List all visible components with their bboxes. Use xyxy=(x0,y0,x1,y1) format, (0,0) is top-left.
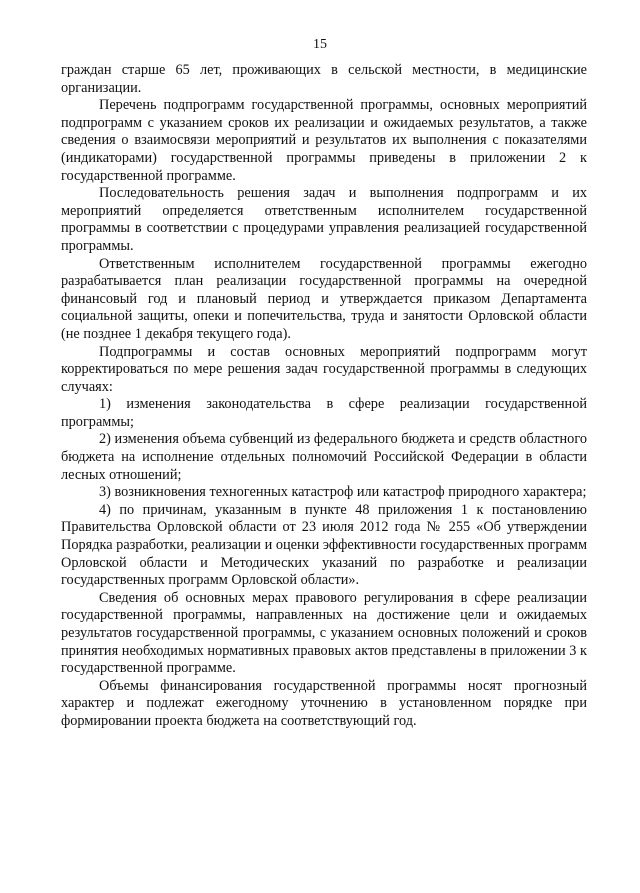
list-item-case-2: 2) изменения объема субвенций из федерального бюджета и средств областного бюджета на исполнение отдельных полномочий Российской Федерации в области лесных отношений; xyxy=(61,431,587,483)
paragraph-sequence: Последовательность решения задач и выполнения подпрограмм и их мероприятий определяется ответственным исполнителем государственной программы в соответствии с процедурами управления реализацией государственной программы. xyxy=(61,185,587,254)
paragraph-financing: Объемы финансирования государственной программы носят прогнозный характер и подлежат ежегодному уточнению в установленном порядке при формировании проекта бюджета на соответствующий год. xyxy=(61,677,587,729)
list-item-case-1: 1) изменения законодательства в сфере реализации государственной программы; xyxy=(61,396,587,430)
paragraph-legal-regulation: Сведения об основных мерах правового регулирования в сфере реализации государственной программы, направленных на достижение цели и ожидаемых результатов государственной программы, с указанием основных положений и сроков принятия необходимых нормативных правовых актов представлены в приложении 3 к государственной программе. xyxy=(61,589,587,677)
list-item-case-3: 3) возникновения техногенных катастроф или катастроф природного характера; xyxy=(99,484,587,501)
paragraph-continuation: граждан старше 65 лет, проживающих в сельской местности, в медицинские организации. xyxy=(61,62,587,96)
paragraph-subprogram-list: Перечень подпрограмм государственной программы, основных мероприятий подпрограмм с указанием сроков их реализации и ожидаемых результатов, а также сведения о взаимосвязи мероприятий и результатов их выполнения с показателями (индикаторами) государственной программы приведены в приложении 2 к государственной программе. xyxy=(61,97,587,184)
list-item-case-4: 4) по причинам, указанным в пункте 48 приложения 1 к постановлению Правительства Орловской области от 23 июля 2012 года № 255 «Об утверждении Порядка разработки, реализации и оценки эффективности государственных программ Орловской области и Методических указаний по разработке и реализации государственных программ Орловской области». xyxy=(61,501,587,589)
document-body xyxy=(61,62,587,731)
page-number: 15 xyxy=(313,37,327,52)
paragraph-adjustment-cases: Подпрограммы и состав основных мероприятий подпрограмм могут корректироваться по мере решения задач государственной программы в следующих случаях: xyxy=(61,343,587,395)
paragraph-annual-plan: Ответственным исполнителем государственной программы ежегодно разрабатывается план реализации государственной программы на очередной финансовый год и плановый период и утверждается приказом Департамента социальной защиты, опеки и попечительства, труда и занятости Орловской области (не позднее 1 декабря текущего года). xyxy=(61,255,587,342)
